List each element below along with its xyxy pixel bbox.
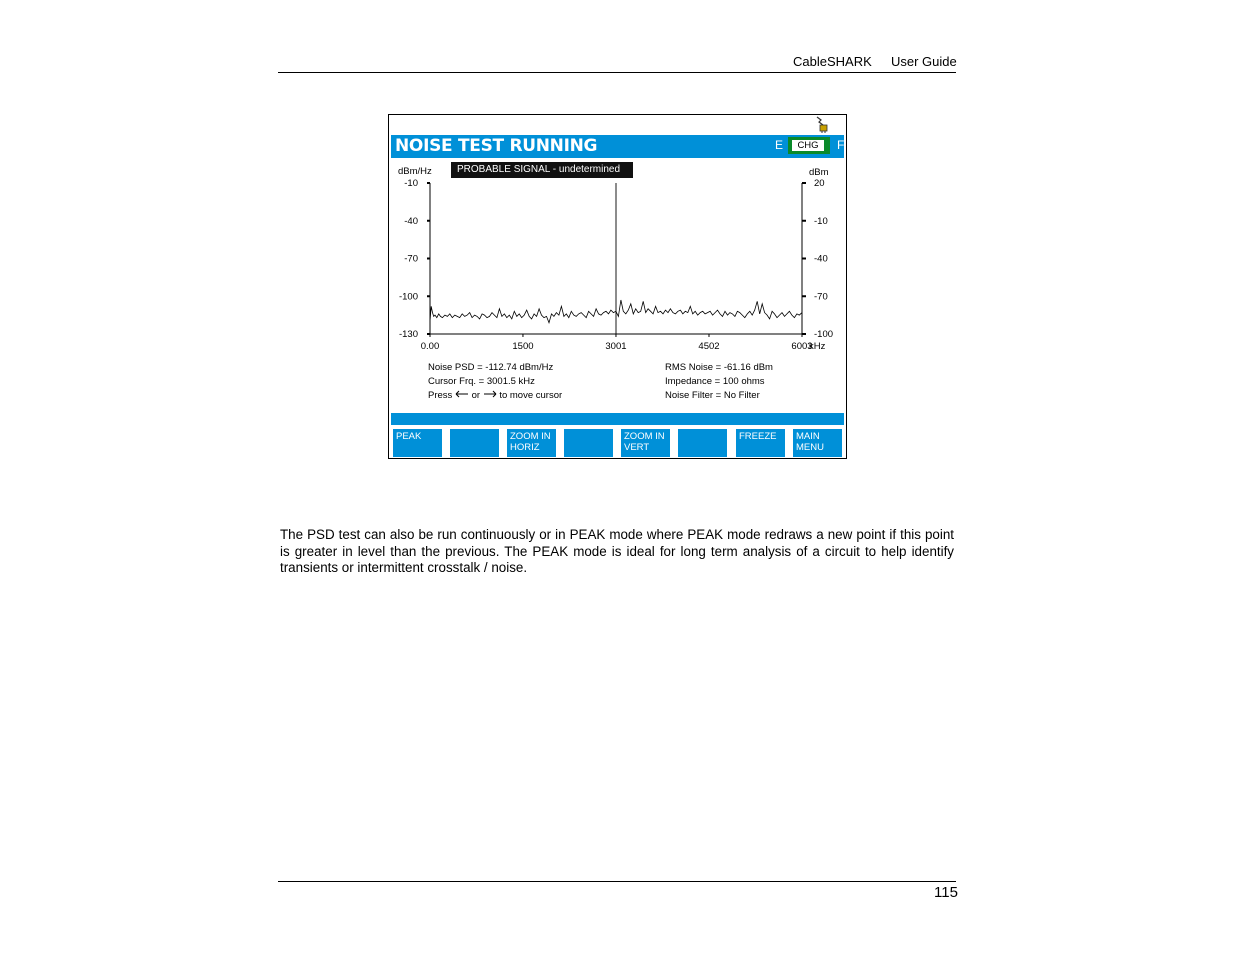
fkey-main-menu[interactable]: MAIN MENU: [793, 429, 842, 457]
screen-title: NOISE TEST RUNNING: [395, 136, 598, 156]
rms-noise-readout: RMS Noise = -61.16 dBm: [665, 362, 773, 373]
right-arrow-icon: [483, 390, 497, 398]
x-unit-label: kHz: [809, 341, 826, 352]
device-screen: [388, 114, 847, 459]
y-tick-label-left: -40: [404, 215, 418, 227]
body-paragraph: The PSD test can also be run continuously or in PEAK mode where PEAK mode redraws a new point if this point is greater in level than the previous. The PEAK mode is ideal for long term analysis of a circuit to help identify transients or intermittent crosstalk / noise.: [280, 527, 954, 575]
x-tick-label: 6003: [791, 341, 813, 352]
fkey-zoom-vert[interactable]: ZOOM IN VERT: [621, 429, 670, 457]
right-unit-label: dBm: [809, 167, 829, 178]
y-tick-label-right: -40: [814, 253, 828, 265]
x-tick-label: 1500: [512, 341, 534, 352]
cursor-freq-readout: Cursor Frq. = 3001.5 kHz: [428, 376, 535, 387]
y-tick-label-left: -100: [398, 291, 418, 303]
header-doc-title: User Guide: [891, 54, 957, 69]
chg-label: CHG: [792, 140, 824, 151]
y-tick-label-left: -10: [404, 178, 418, 189]
header-rule: [278, 72, 956, 73]
y-tick-label-right: -100: [814, 329, 834, 340]
x-tick-label: 4502: [698, 341, 720, 352]
y-tick-label-right: -70: [814, 291, 828, 303]
fkey-peak[interactable]: PEAK: [393, 429, 442, 457]
x-tick-label: 3001: [605, 341, 627, 352]
fkey-blank-6[interactable]: [678, 429, 727, 457]
header-product: CableSHARK: [793, 54, 872, 69]
noise-psd-readout: Noise PSD = -112.74 dBm/Hz: [428, 362, 554, 373]
impedance-readout: Impedance = 100 ohms: [665, 376, 765, 387]
psd-chart: [389, 115, 846, 365]
y-tick-label-right: 20: [814, 178, 825, 189]
footer-rule: [278, 881, 956, 882]
status-bar: [391, 413, 844, 425]
e-label: E: [775, 138, 784, 152]
y-tick-label-left: -70: [404, 253, 418, 265]
y-tick-label-right: -10: [814, 215, 828, 227]
fkey-freeze[interactable]: FREEZE: [736, 429, 785, 457]
left-unit-label: dBm/Hz: [398, 166, 432, 177]
left-arrow-icon: [455, 390, 469, 398]
fkey-blank-4[interactable]: [564, 429, 613, 457]
x-tick-label: 0.00: [420, 341, 440, 352]
signal-banner: PROBABLE SIGNAL - undetermined: [451, 162, 633, 178]
press-label: Press: [428, 390, 453, 401]
page-number: 115: [934, 884, 958, 901]
noise-filter-readout: Noise Filter = No Filter: [665, 390, 760, 401]
or-label: or: [471, 390, 481, 401]
y-tick-label-left: -130: [398, 329, 418, 340]
press-hint: [428, 389, 562, 403]
move-cursor-label: to move cursor: [499, 390, 563, 401]
fkey-blank-2[interactable]: [450, 429, 499, 457]
fkey-zoom-horiz[interactable]: ZOOM IN HORIZ: [507, 429, 556, 457]
f-label: F: [837, 138, 845, 152]
